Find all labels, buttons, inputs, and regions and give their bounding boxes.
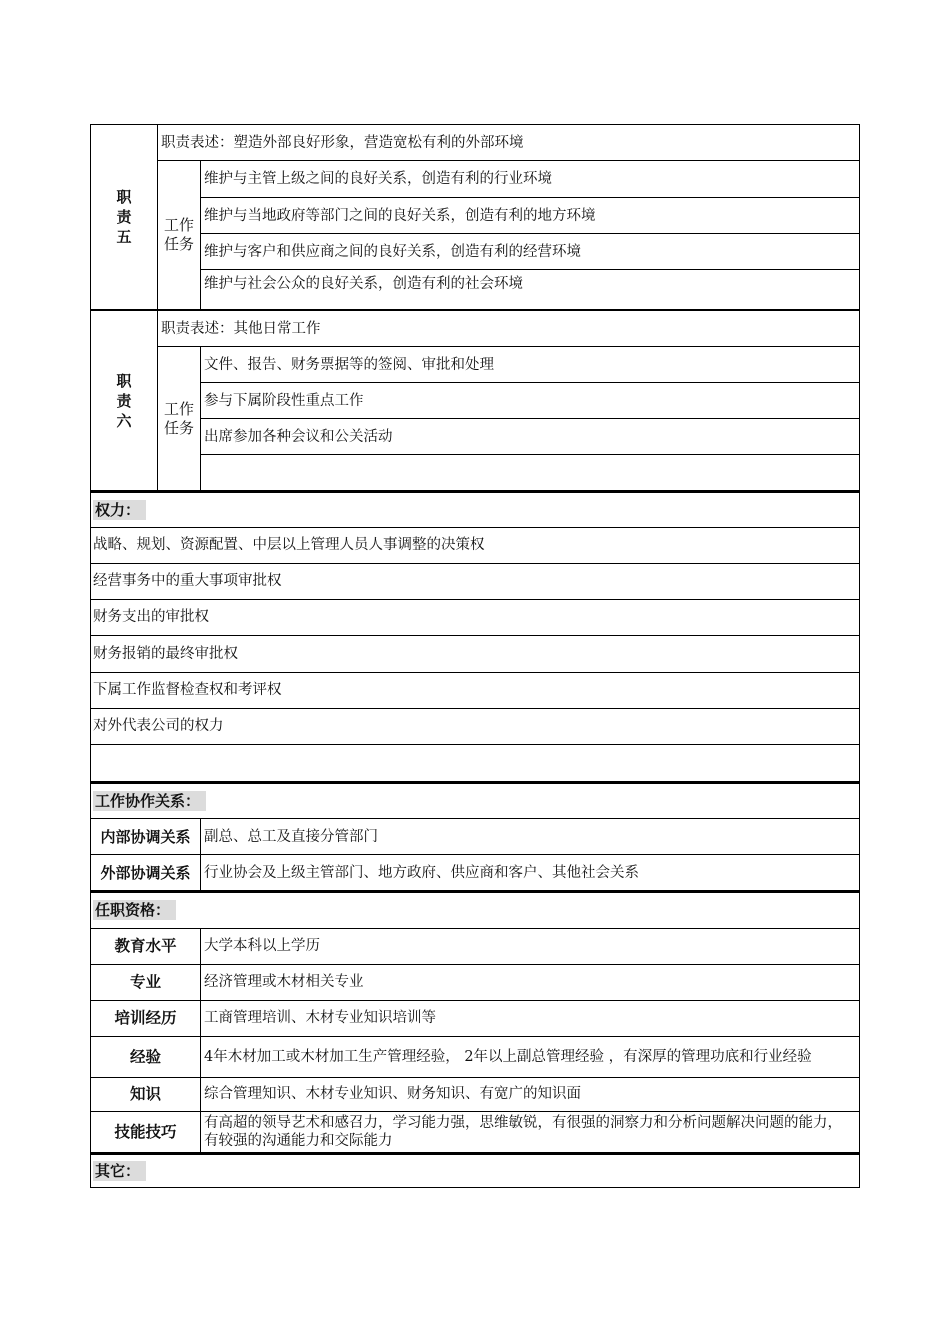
knowledge-label: 知识 [91, 1077, 201, 1111]
responsibility-5-task: 维护与当地政府等部门之间的良好关系，创造有利的地方环境 [201, 198, 860, 234]
authority-item: 下属工作监督检查权和考评权 [91, 672, 860, 708]
responsibility-5-description: 职责表述：塑造外部良好形象，营造宽松有利的外部环境 [158, 125, 860, 161]
authority-item: 财务支出的审批权 [91, 599, 860, 635]
authority-item: 经营事务中的重大事项审批权 [91, 563, 860, 599]
responsibility-6-task: 出席参加各种会议和公关活动 [201, 419, 860, 455]
internal-relations-value: 副总、总工及直接分管部门 [201, 819, 860, 855]
cooperation-table [90, 782, 860, 892]
skills-value: 有高超的领导艺术和感召力，学习能力强，思维敏锐，有很强的洞察力和分析问题解决问题的能力，有较强的沟通能力和交际能力 [201, 1111, 860, 1152]
responsibility-6-task-label: 工作 任务 [158, 347, 201, 491]
knowledge-value: 综合管理知识、木材专业知识、财务知识、有宽广的知识面 [201, 1077, 860, 1111]
responsibility-5-table [90, 124, 860, 310]
other-heading: 其它： [91, 1154, 860, 1188]
major-value: 经济管理或木材相关专业 [201, 964, 860, 1000]
external-relations-label: 外部协调关系 [91, 855, 201, 891]
authority-table [90, 491, 860, 782]
authority-item [91, 744, 860, 781]
experience-value: 4年木材加工或木材加工生产管理经验， 2年以上副总管理经验 ，有深厚的管理功底和行业经验 [201, 1036, 860, 1077]
responsibility-6-description: 职责表述：其他日常工作 [158, 311, 860, 347]
authority-item: 对外代表公司的权力 [91, 708, 860, 744]
qualifications-table [90, 891, 860, 1153]
job-description-sheet [90, 124, 860, 1188]
internal-relations-label: 内部协调关系 [91, 819, 201, 855]
responsibility-6-task [201, 455, 860, 491]
responsibility-6-table [90, 310, 860, 491]
external-relations-value: 行业协会及上级主管部门、地方政府、供应商和客户、其他社会关系 [201, 855, 860, 891]
responsibility-5-task: 维护与客户和供应商之间的良好关系，创造有利的经营环境 [201, 234, 860, 270]
responsibility-6-task: 文件、报告、财务票据等的签阅、审批和处理 [201, 347, 860, 383]
other-table [90, 1153, 860, 1189]
skills-label: 技能技巧 [91, 1111, 201, 1152]
responsibility-5-label: 职 责 五 [91, 125, 158, 310]
cooperation-heading: 工作协作关系： [91, 783, 860, 819]
responsibility-6-label: 职 责 六 [91, 311, 158, 491]
responsibility-5-task-label: 工作 任务 [158, 161, 201, 310]
experience-label: 经验 [91, 1036, 201, 1077]
authority-item: 战略、规划、资源配置、中层以上管理人员人事调整的决策权 [91, 527, 860, 563]
training-label: 培训经历 [91, 1000, 201, 1036]
training-value: 工商管理培训、木材专业知识培训等 [201, 1000, 860, 1036]
responsibility-5-task: 维护与社会公众的良好关系，创造有利的社会环境 [201, 270, 860, 310]
authority-heading: 权力： [91, 492, 860, 527]
responsibility-5-task: 维护与主管上级之间的良好关系，创造有利的行业环境 [201, 161, 860, 198]
major-label: 专业 [91, 964, 201, 1000]
education-value: 大学本科以上学历 [201, 928, 860, 964]
education-label: 教育水平 [91, 928, 201, 964]
authority-item: 财务报销的最终审批权 [91, 635, 860, 672]
responsibility-6-task: 参与下属阶段性重点工作 [201, 383, 860, 419]
qualifications-heading: 任职资格： [91, 892, 860, 928]
